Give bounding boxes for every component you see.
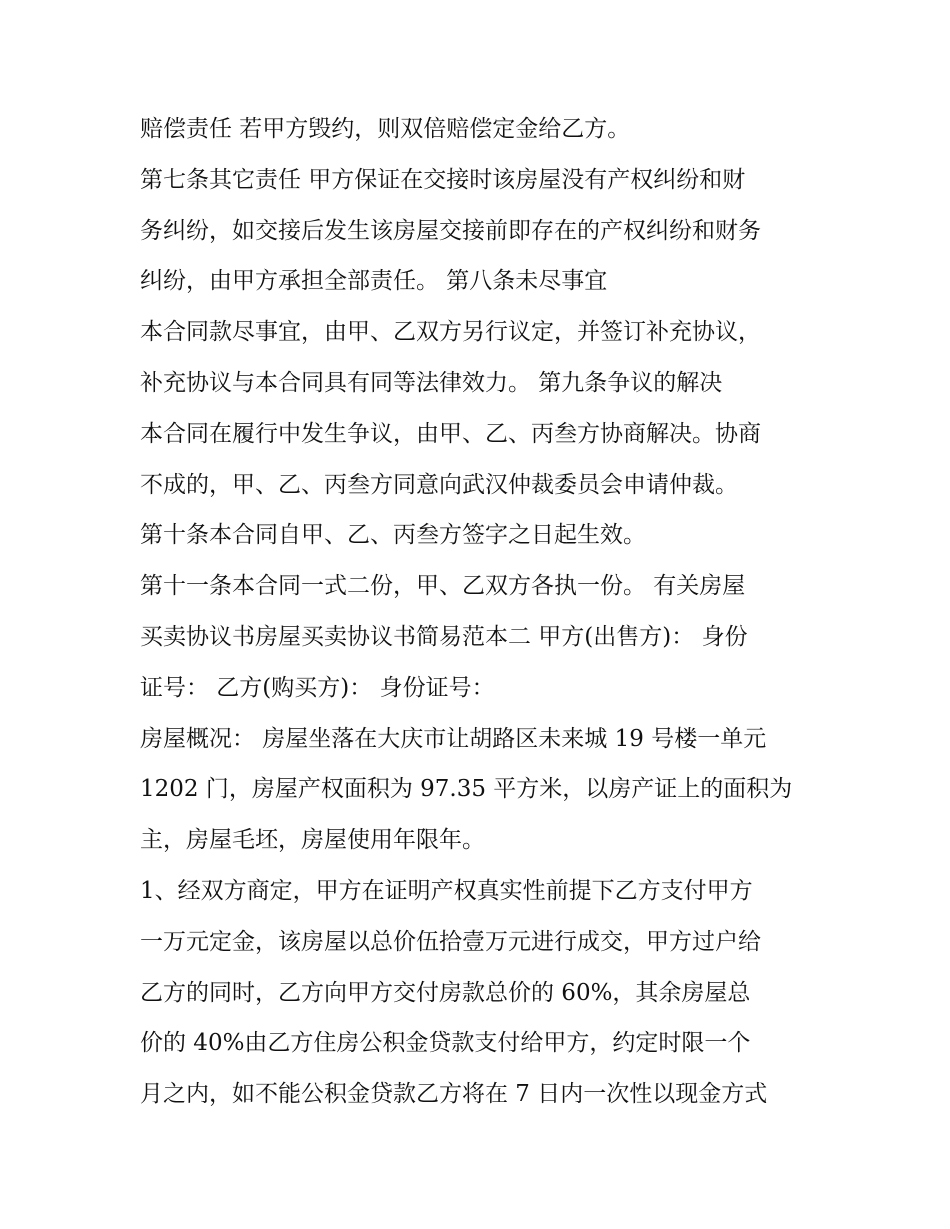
text-line: 赔偿责任 若甲方毁约，则双倍赔偿定金给乙方。 (140, 116, 631, 142)
text-line: 纠纷，由甲方承担全部责任。 第八条未尽事宜 (140, 268, 608, 295)
text-line: 乙方的同时，乙方向甲方交付房款总价的 60%，其余房屋总 (140, 979, 751, 1006)
text-line: 1202 门，房屋产权面积为 97.35 平方米，以房产证上的面积为 (140, 776, 793, 803)
document-body (140, 108, 820, 1124)
text-line: 证号： 乙方(购买方)： 身份证号： (140, 674, 495, 701)
text-line: 买卖协议书房屋买卖协议书简易范本二 甲方(出售方)： 身份 (140, 623, 748, 650)
text-line: 第十一条本合同一式二份，甲、乙双方各执一份。 有关房屋 (140, 573, 746, 600)
text-line: 一万元定金，该房屋以总价伍拾壹万元进行成交，甲方过户给 (140, 928, 761, 955)
text-line: 房屋概况： 房屋坐落在大庆市让胡路区未来城 19 号楼一单元 (140, 725, 767, 752)
text-line: 价的 40%由乙方住房公积金贷款支付给甲方，约定时限一个 (140, 1030, 751, 1057)
text-line: 1、经双方商定，甲方在证明产权真实性前提下乙方支付甲方 (140, 877, 753, 904)
text-line: 本合同在履行中发生争议，由甲、乙、丙叁方协商解决。协商 (140, 420, 761, 447)
text-line: 主，房屋毛坯，房屋使用年限年。 (140, 827, 485, 854)
text-line: 第十条本合同自甲、乙、丙叁方签字之日起生效。 (140, 522, 646, 549)
text-line: 务纠纷，如交接后发生该房屋交接前即存在的产权纠纷和财务 (140, 217, 761, 244)
text-line: 本合同款尽事宜，由甲、乙双方另行议定，并签订补充协议， (140, 319, 761, 346)
text-line: 补充协议与本合同具有同等法律效力。 第九条争议的解决 (140, 369, 723, 396)
text-line: 月之内，如不能公积金贷款乙方将在 7 日内一次性以现金方式 (140, 1081, 768, 1108)
text-line: 不成的，甲、乙、丙叁方同意向武汉仲裁委员会申请仲裁。 (140, 471, 738, 498)
text-line: 第七条其它责任 甲方保证在交接时该房屋没有产权纠纷和财 (140, 166, 746, 193)
